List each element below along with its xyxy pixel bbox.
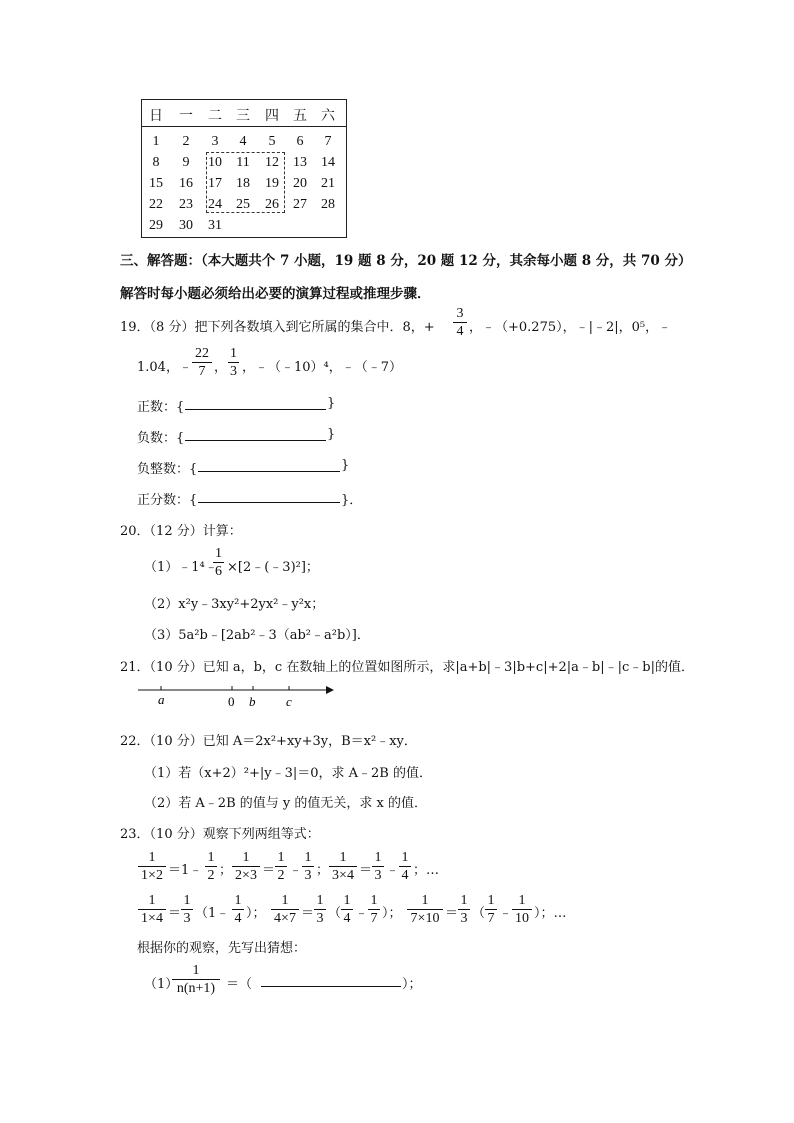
set-positive-fraction-blank[interactable] <box>198 502 340 503</box>
q23-answer-blank[interactable] <box>261 986 401 987</box>
frac-numerator: 1 <box>518 893 526 908</box>
number-line <box>136 682 336 712</box>
q19-line2-suffix: ，﹣（﹣10）⁴，﹣（﹣7） <box>242 360 403 375</box>
fraction <box>271 893 299 926</box>
equation-text: ；… <box>413 863 440 878</box>
equation-text: （1﹣ <box>195 906 230 921</box>
fraction <box>205 850 217 883</box>
section-title: 三、解答题：（本大题共个 7 小题，19 题 8 分，20 题 12 分，其余每小题 8 分，共 70 分） <box>120 253 692 269</box>
frac-denominator: 10 <box>515 911 529 926</box>
fraction <box>458 893 470 926</box>
q22-text: 22．（10 分）已知 A＝2x²+xy+3y，B＝x²﹣xy． <box>120 734 417 749</box>
frac-numerator: 1 <box>242 850 250 865</box>
equation-text: （ <box>472 906 486 921</box>
frac-denominator: 2×3 <box>235 868 257 883</box>
calendar-weekday-header: 一 <box>179 108 193 124</box>
equation-text: ﹣ <box>355 906 369 921</box>
calendar-day-cell: 18 <box>236 176 250 191</box>
q23-fraction-general <box>172 963 220 996</box>
calendar-weekday-header: 日 <box>149 108 163 124</box>
calendar-day-cell: 14 <box>321 155 335 170</box>
frac-numerator: 1 <box>316 893 324 908</box>
equation-text: ）； <box>246 906 266 921</box>
set-negative-integer-blank[interactable] <box>198 471 340 472</box>
dashed-selection-box <box>206 152 285 213</box>
calendar-day-cell: 16 <box>179 176 193 191</box>
frac-denominator: 3 <box>460 911 468 926</box>
fraction <box>485 893 497 926</box>
q19-line1-suffix: ，﹣（+0.275），﹣|﹣2|，0⁵，﹣ <box>469 320 672 335</box>
frac-denominator: 1×2 <box>141 868 163 883</box>
calendar-day-cell: 5 <box>268 134 276 149</box>
frac-denominator: n(n+1) <box>176 981 216 996</box>
frac-denominator: 4 <box>343 911 351 926</box>
frac-denominator: 4×7 <box>274 911 296 926</box>
set-positive-fraction-end: }． <box>341 493 363 508</box>
calendar-weekday-header: 五 <box>293 108 307 124</box>
frac-numerator: 1 <box>192 963 200 978</box>
frac-numerator: 1 <box>281 893 289 908</box>
fraction <box>399 850 411 883</box>
fraction <box>368 893 380 926</box>
q23-p1-close: ）； <box>402 977 422 992</box>
label-0: 0 <box>228 694 235 709</box>
fraction <box>275 850 287 883</box>
fraction <box>302 850 314 883</box>
calendar-day-cell: 13 <box>293 155 307 170</box>
calendar-weekday-header: 六 <box>321 108 335 124</box>
q23-guess: 根据你的观察，先写出猜想： <box>137 941 307 956</box>
set-positive-fraction-label: 正分数：{ <box>137 493 198 508</box>
frac-denominator: 2 <box>207 868 215 883</box>
frac-numerator: 1 <box>234 893 242 908</box>
frac-numerator: 1 <box>277 850 285 865</box>
frac-denominator: 4 <box>456 324 464 339</box>
frac-numerator: 1 <box>460 893 468 908</box>
fraction <box>314 893 326 926</box>
calendar-day-cell: 20 <box>293 176 307 191</box>
equation-text: ﹣ <box>289 863 303 878</box>
calendar-day-cell: 29 <box>149 218 163 233</box>
frac-numerator: 1 <box>215 546 222 561</box>
calendar-day-cell: 28 <box>321 197 335 212</box>
arrow-right-icon <box>326 686 334 694</box>
label-a: a <box>158 692 165 707</box>
equation-text: ＝ <box>301 906 315 921</box>
calendar-day-cell: 30 <box>179 218 193 233</box>
calendar-day-cell: 19 <box>265 176 279 191</box>
equation-text: ＝ <box>359 863 373 878</box>
equation-text: ； <box>316 863 330 878</box>
equation-text: ； <box>219 863 233 878</box>
calendar-day-cell: 17 <box>208 176 222 191</box>
q22-p1: （1）若（x+2）²+|y﹣3|＝0，求 A﹣2B 的值． <box>144 766 432 781</box>
frac-denominator: 7 <box>198 364 206 379</box>
fraction <box>181 893 193 926</box>
frac-numerator: 1 <box>370 893 378 908</box>
frac-numerator: 1 <box>401 850 409 865</box>
frac-numerator: 1 <box>183 893 191 908</box>
calendar-day-cell: 6 <box>296 134 304 149</box>
calendar-weekday-header: 四 <box>265 108 279 124</box>
frac-denominator: 4 <box>234 911 242 926</box>
calendar-day-cell: 10 <box>208 155 222 170</box>
calendar-day-cell: 25 <box>236 197 250 212</box>
q19-fraction-1-3 <box>228 346 239 379</box>
q19-line1-prefix: 19．（8 分）把下列各数填入到它所属的集合中．8，+ <box>120 320 435 335</box>
q21-text: 21．（10 分）已知 a，b，c 在数轴上的位置如图所示，求|a+b|﹣3|b+c|+2|a﹣b|﹣|c﹣b|的值． <box>120 660 694 675</box>
calendar-day-cell: 23 <box>179 197 193 212</box>
q23-p1-prefix: （1） <box>144 977 179 992</box>
q19-fraction-3-4 <box>453 306 467 339</box>
frac-numerator: 1 <box>343 893 351 908</box>
frac-numerator: 1 <box>374 850 382 865</box>
q23-title: 23．（10 分）观察下列两组等式： <box>120 827 320 842</box>
frac-numerator: 1 <box>339 850 347 865</box>
calendar-day-cell: 24 <box>208 197 222 212</box>
section-subtitle: 解答时每小题必须给出必要的演算过程或推理步骤． <box>120 286 431 302</box>
equation-text: ﹣ <box>499 906 513 921</box>
set-positive-end: } <box>327 396 336 411</box>
frac-denominator: 7 <box>487 911 495 926</box>
fraction <box>407 893 443 926</box>
label-b: b <box>249 694 256 709</box>
frac-numerator: 22 <box>195 346 209 361</box>
frac-denominator: 3 <box>304 868 312 883</box>
frac-denominator: 3 <box>183 911 191 926</box>
calendar-day-cell: 2 <box>182 134 190 149</box>
fraction <box>512 893 532 926</box>
calendar-day-cell: 21 <box>321 176 335 191</box>
calendar-day-cell: 8 <box>152 155 160 170</box>
frac-numerator: 1 <box>207 850 215 865</box>
frac-denominator: 2 <box>277 868 285 883</box>
frac-numerator: 1 <box>421 893 429 908</box>
calendar-weekday-header: 三 <box>236 108 250 124</box>
q20-fraction-1-6 <box>213 546 224 579</box>
frac-numerator: 1 <box>487 893 495 908</box>
q20-p2: （2）x²y﹣3xy²+2yx²﹣y²x； <box>144 597 325 612</box>
fraction <box>329 850 357 883</box>
set-negative-integer-label: 负整数：{ <box>137 462 198 477</box>
frac-denominator: 3 <box>316 911 324 926</box>
frac-numerator: 1 <box>148 893 156 908</box>
calendar-day-cell: 7 <box>324 134 332 149</box>
calendar-weekday-header: 二 <box>208 108 222 124</box>
frac-numerator: 1 <box>148 850 156 865</box>
set-positive-blank[interactable] <box>185 409 326 410</box>
equation-text: ）； <box>382 906 402 921</box>
set-negative-blank[interactable] <box>185 440 326 441</box>
q22-p2: （2）若 A﹣2B 的值与 y 的值无关，求 x 的值． <box>144 796 427 811</box>
set-negative-end: } <box>327 427 336 442</box>
frac-denominator: 7 <box>370 911 378 926</box>
calendar-day-cell: 31 <box>208 218 222 233</box>
equation-text: ）；… <box>534 906 567 921</box>
frac-denominator: 6 <box>215 564 222 579</box>
fraction <box>232 850 260 883</box>
calendar-day-cell: 3 <box>211 134 219 149</box>
set-negative-label: 负数：{ <box>137 431 185 446</box>
calendar-day-cell: 15 <box>149 176 163 191</box>
frac-denominator: 4 <box>401 868 409 883</box>
q20-p1-suffix: ×[2﹣(﹣3)²]； <box>227 560 319 575</box>
q20-p3: （3）5a²b﹣[2ab²﹣3（ab²﹣a²b）]． <box>144 628 370 643</box>
frac-denominator: 3 <box>374 868 382 883</box>
frac-denominator: 1×4 <box>141 911 163 926</box>
equation-text: ＝ <box>445 906 459 921</box>
fraction <box>138 850 166 883</box>
calendar-day-cell: 4 <box>239 134 247 149</box>
fraction <box>138 893 166 926</box>
frac-numerator: 3 <box>456 306 464 321</box>
calendar-day-cell: 9 <box>182 155 190 170</box>
frac-denominator: 3 <box>230 364 237 379</box>
frac-numerator: 1 <box>230 346 237 361</box>
q19-fraction-22-7 <box>192 346 212 379</box>
label-c: c <box>286 694 292 709</box>
q19-line2-prefix: 1.04，﹣ <box>137 360 192 375</box>
q20-title: 20．（12 分）计算： <box>120 524 242 539</box>
equation-text: ＝1﹣ <box>168 863 203 878</box>
calendar-day-cell: 1 <box>152 134 160 149</box>
set-negative-integer-end: } <box>341 458 350 473</box>
equation-text: ＝ <box>262 863 276 878</box>
frac-denominator: 3×4 <box>332 868 354 883</box>
fraction <box>232 893 244 926</box>
calendar-day-cell: 27 <box>293 197 307 212</box>
equation-text: ＝ <box>168 906 182 921</box>
set-positive-label: 正数：{ <box>137 400 185 415</box>
equation-text: ﹣ <box>386 863 400 878</box>
frac-denominator: 7×10 <box>410 911 440 926</box>
q23-p1-open: ＝（ <box>226 977 253 992</box>
q20-p1-prefix: （1）﹣1⁴﹣ <box>144 560 218 575</box>
frac-numerator: 1 <box>304 850 312 865</box>
equation-text: （ <box>328 906 342 921</box>
fraction <box>341 893 353 926</box>
calendar-day-cell: 11 <box>236 155 250 170</box>
calendar-day-cell: 22 <box>149 197 163 212</box>
calendar-day-cell: 12 <box>265 155 279 170</box>
calendar-day-cell: 26 <box>265 197 279 212</box>
fraction <box>372 850 384 883</box>
